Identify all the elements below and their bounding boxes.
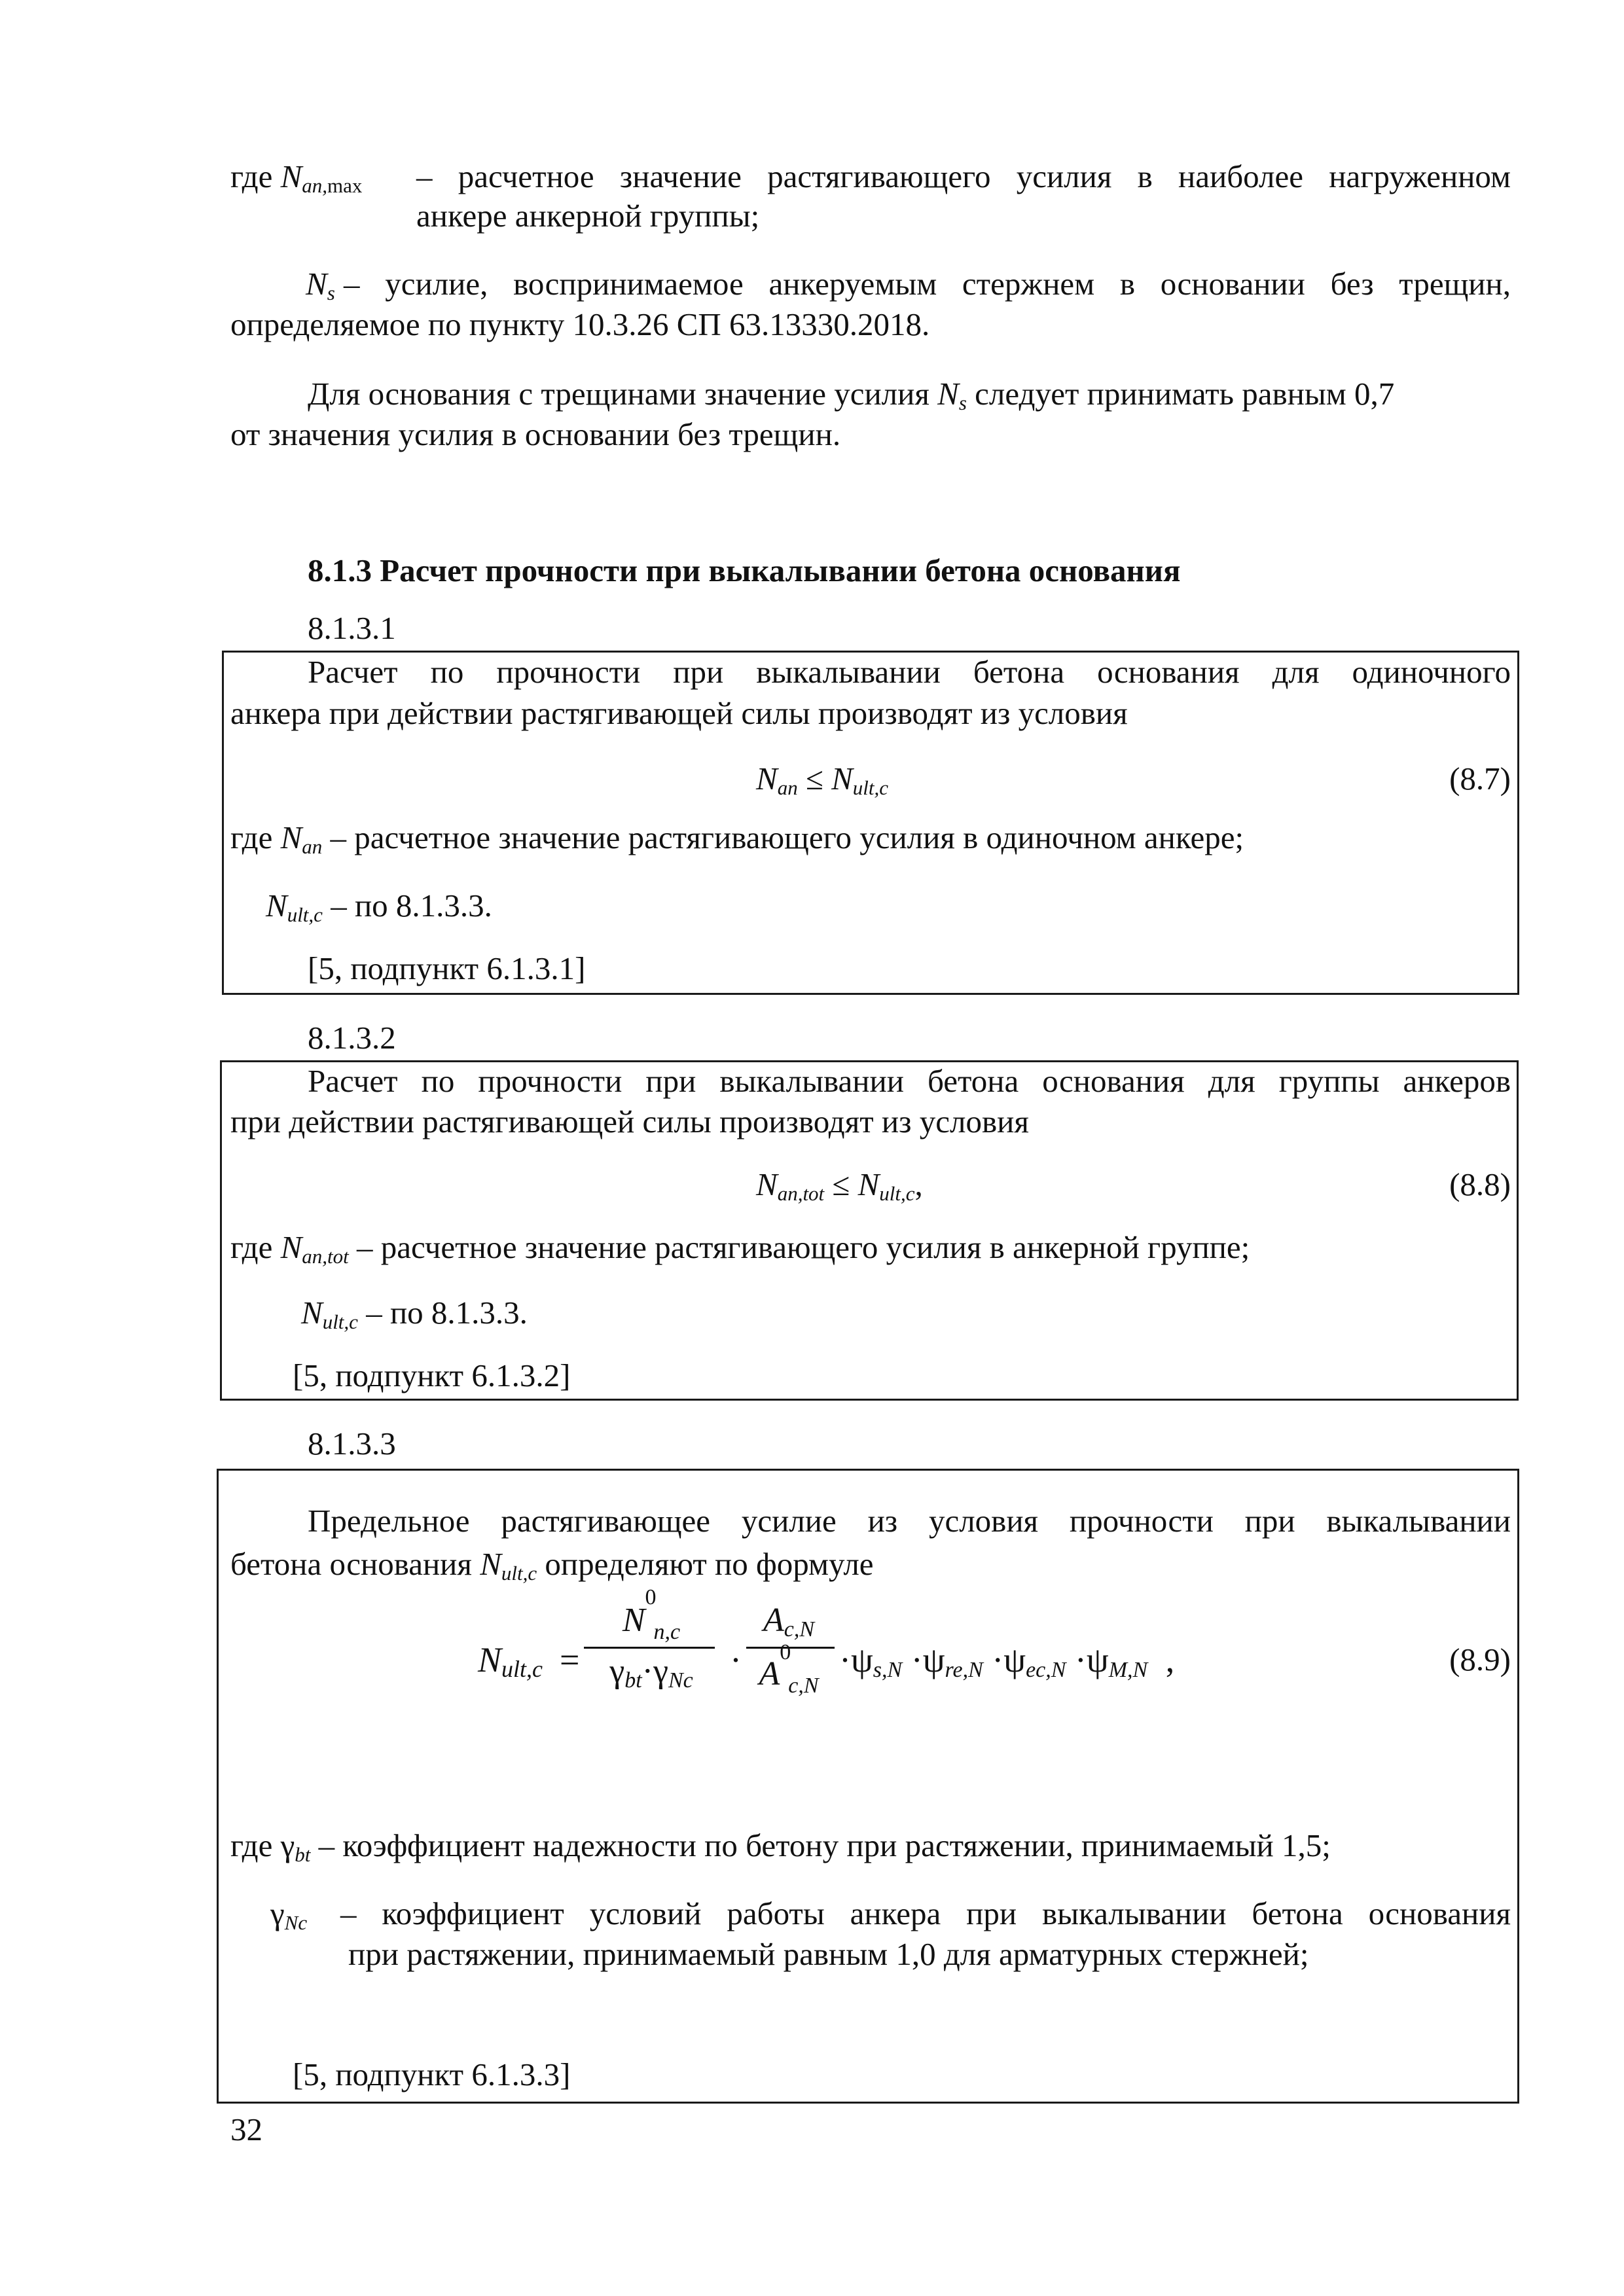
page-number: 32	[230, 2111, 262, 2147]
nultc-reference-2: $N_{ult,c}$ – по 8.1.3.3.	[301, 1295, 528, 1333]
source-ref-2: [5, подпункт 6.1.3.2]	[293, 1357, 571, 1393]
gamma-bt-definition: где $\gamma_{bt}$ – коэффициент надежности по бетону при растяжении, принимаемый 1,5;	[230, 1827, 1331, 1866]
clause-8-1-3-1-line2: анкера при действии растягивающей силы производят из условия	[230, 695, 1128, 731]
gamma-nc-definition-line1: – коэффициент условий работы анкера при выкалывании бетона основания	[340, 1895, 1511, 1931]
formula-8-7: $N_{an} \le N_{ult,c}$	[756, 761, 889, 799]
fraction2-denominator: A 0 $_{c,N}$	[759, 1640, 819, 1698]
source-ref-1: [5, подпункт 6.1.3.1]	[308, 950, 586, 986]
formula-8-9-number: (8.9)	[1449, 1641, 1511, 1677]
nan-max-definition-line1: – расчетное значение растягивающего усилия в наиболее нагруженном	[416, 158, 1511, 194]
clause-8-1-3-3-line2: бетона основания $N_{ult,c}$ определяют по формуле	[230, 1546, 874, 1585]
formula-8-9-equals: =	[560, 1640, 580, 1679]
clause-8-1-3-1-line1: Расчет по прочности при выкалывании бетона основания для одиночного	[308, 654, 1511, 690]
fraction1-denominator: $\gamma_{bt}\cdot\gamma_{Nc}$	[609, 1653, 693, 1693]
clause-8-1-3-2-line1: Расчет по прочности при выкалывании бетона основания для группы анкеров	[308, 1063, 1511, 1099]
source-ref-3: [5, подпункт 6.1.3.3]	[293, 2056, 571, 2092]
section-heading: 8.1.3 Расчет прочности при выкалывании бетона основания	[308, 552, 1181, 588]
formula-8-8: $N_{an,tot} \le N_{ult,c}$,	[756, 1166, 923, 1205]
where-label: где $N_{an,max}$	[230, 158, 363, 197]
fraction1-bar	[584, 1647, 715, 1649]
ns-definition-line1: – усилие, воспринимаемое анкеруемым стержнем в основании без трещин,	[344, 266, 1511, 302]
nan-max-definition-line2: анкере анкерной группы;	[416, 198, 760, 234]
fraction2-numerator: $A_{c,N}$	[763, 1602, 815, 1641]
formula-8-7-number: (8.7)	[1449, 761, 1511, 797]
clause-8-1-3-2-number: 8.1.3.2	[308, 1020, 396, 1056]
ns-definition-line2: определяемое по пункту 10.3.26 СП 63.13330.2018.	[230, 306, 930, 342]
formula-8-9-dot: ·	[730, 1640, 742, 1679]
gamma-nc-symbol: $\gamma_{Nc}$	[270, 1895, 308, 1934]
nultc-reference-1: $N_{ult,c}$ – по 8.1.3.3.	[266, 888, 492, 926]
formula-8-9-lhs: $N_{ult,c}$	[478, 1640, 543, 1682]
gamma-nc-definition-line2: при растяжении, принимаемый равным 1,0 для арматурных стержней;	[348, 1936, 1309, 1972]
fraction1-numerator: N 0 $_{n,c}$	[622, 1585, 681, 1644]
clause-8-1-3-2-line2: при действии растягивающей силы производят из условия	[230, 1103, 1029, 1139]
cracked-base-paragraph-line1: Для основания с трещинами значение усилия $N_s$ следует принимать равным 0,7	[308, 376, 1395, 414]
clause-8-1-3-3-number: 8.1.3.3	[308, 1426, 396, 1462]
cracked-base-paragraph-line2: от значения усилия в основании без трещин.	[230, 416, 841, 452]
clause-8-1-3-1-number: 8.1.3.1	[308, 610, 396, 646]
formula-8-8-number: (8.8)	[1449, 1166, 1511, 1202]
nan-tot-definition: где $N_{an,tot}$ – расчетное значение растягивающего усилия в анкерной группе;	[230, 1229, 1250, 1268]
ns-symbol: $N_s$	[306, 266, 335, 304]
nan-definition: где $N_{an}$ – расчетное значение растягивающего усилия в одиночном анкере;	[230, 819, 1244, 858]
clause-8-1-3-3-line1: Предельное растягивающее усилие из условия прочности при выкалывании	[308, 1503, 1511, 1539]
formula-8-9-psi-product: $\cdot\psi_{s,N} \cdot\psi_{re,N} \cdot\psi_{ec,N} \cdot\psi_{M,N}$ ,	[839, 1640, 1175, 1682]
